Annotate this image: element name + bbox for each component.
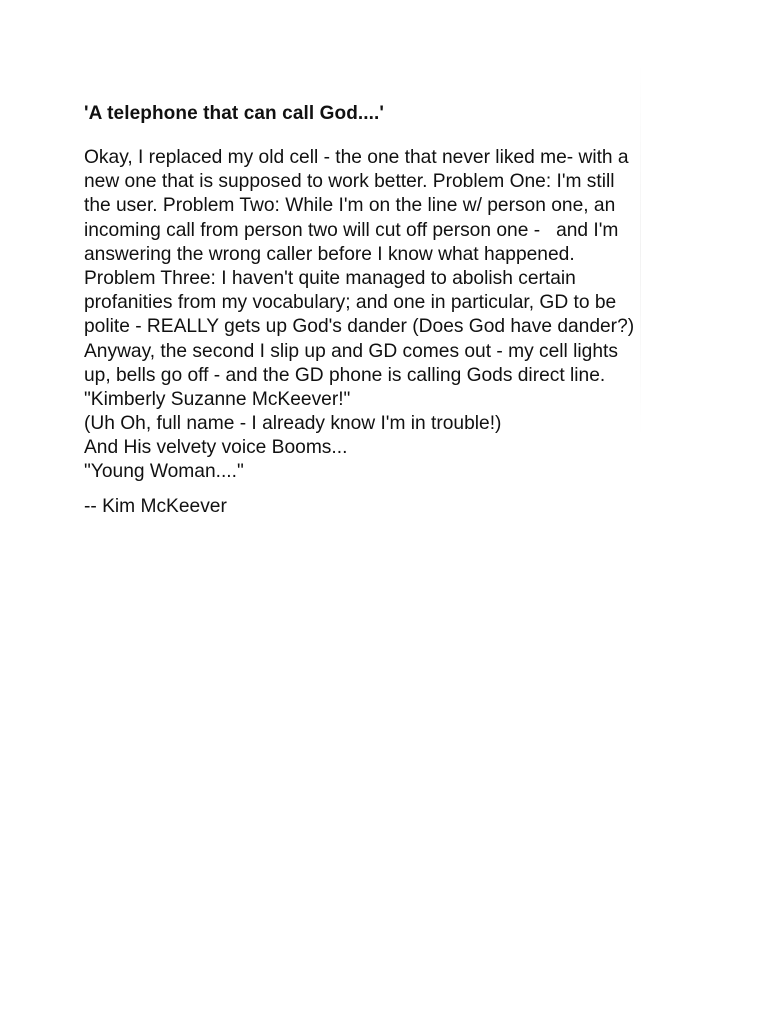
body-line: And His velvety voice Booms... [84, 437, 348, 459]
body-line: profanities from my vocabulary; and one in particular, GD to be [84, 292, 617, 314]
body-line: incoming call from person two will cut off person one - and I'm [84, 219, 619, 241]
body-line: (Uh Oh, full name - I already know I'm in trouble!) [84, 413, 502, 435]
document-body [84, 146, 684, 485]
body-line: new one that is supposed to work better. Problem One: I'm still [84, 171, 615, 193]
body-line: Okay, I replaced my old cell - the one that never liked me- with a [84, 147, 629, 168]
body-line: answering the wrong caller before I know what happened. [84, 243, 575, 265]
body-line: "Kimberly Suzanne McKeever!" [84, 388, 351, 410]
body-line: "Young Woman...." [84, 461, 244, 483]
author-signature: -- Kim McKeever [84, 496, 227, 517]
body-line: Problem Three: I haven't quite managed to abolish certain [84, 267, 576, 289]
body-line: the user. Problem Two: While I'm on the line w/ person one, an [84, 195, 616, 217]
body-line: polite - REALLY gets up God's dander (Does God have dander?) [84, 316, 635, 338]
body-line: up, bells go off - and the GD phone is calling Gods direct line. [84, 364, 606, 386]
body-line: Anyway, the second I slip up and GD comes out - my cell lights [84, 340, 618, 362]
document-title: 'A telephone that can call God....' [84, 103, 385, 124]
